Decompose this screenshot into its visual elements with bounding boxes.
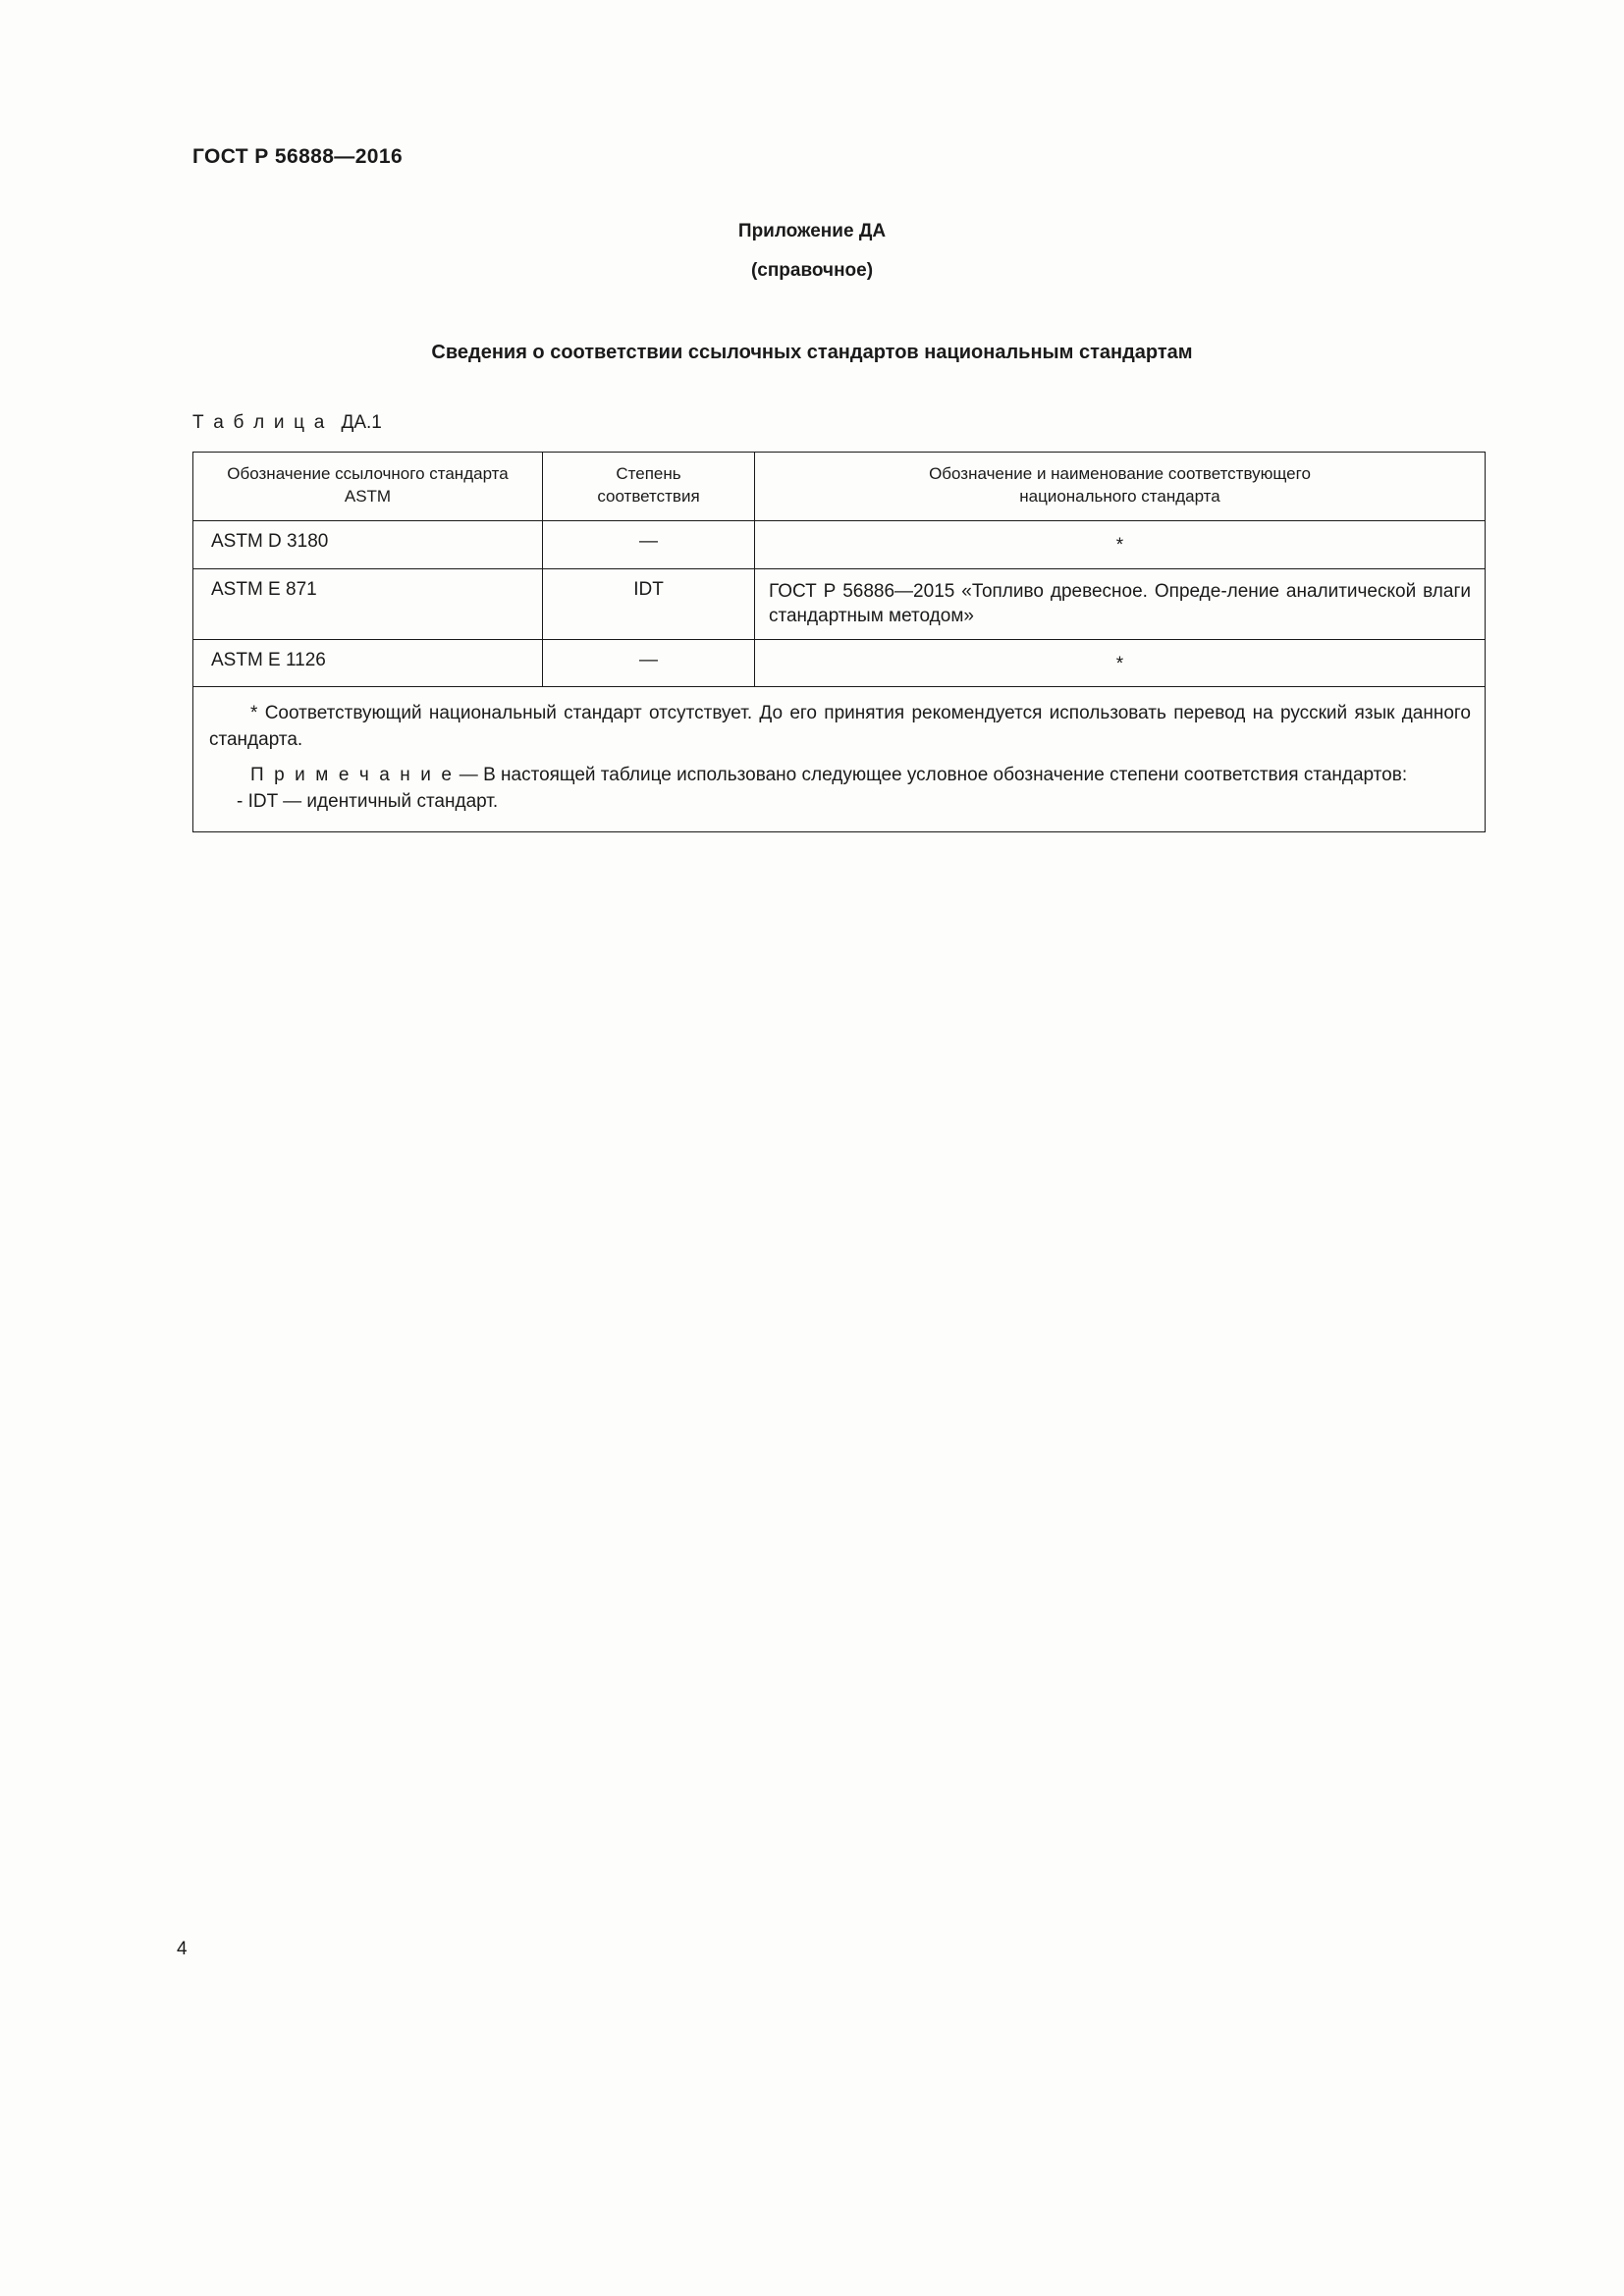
table-caption-label: Т а б л и ц а [192,412,327,433]
table-header-national [755,453,1486,521]
table-header-degree [543,453,755,521]
cell-degree: IDT [543,568,755,639]
cell-degree: — [543,520,755,568]
table-row [193,568,1486,639]
footnote-note [209,763,1471,789]
table-header-reference-line2: ASTM [344,486,392,506]
cell-reference: ASTM E 871 [193,568,543,639]
table-caption-number: ДА.1 [341,412,382,433]
footnote-note-text: — В настоящей таблице использовано следующее условное обозначение степени соответствия стандартов: [459,765,1408,786]
footnote-note-item: - IDT — идентичный стандарт. [237,791,499,813]
table-footnote-row [193,687,1486,832]
page-number: 4 [177,1939,188,1959]
appendix-title: Приложение ДА [737,221,887,241]
cell-reference: ASTM E 1126 [193,639,543,687]
table-caption [192,412,382,434]
table-footnote [193,687,1486,832]
footnote-star-text: * Соответствующий национальный стандарт отсутствует. До его принятия рекомендуется использовать перевод на русский язык данного стандарта. [209,703,1471,751]
table-header-degree-line1: Степень [616,464,681,483]
cell-national: ГОСТ Р 56886—2015 «Топливо древесное. Опреде-ление аналитической влаги стандартным методом» [755,568,1486,639]
table-row [193,639,1486,687]
table-header-reference [193,453,543,521]
standard-designation-header: ГОСТ Р 56888—2016 [192,145,404,168]
reference-standards-table [192,452,1486,832]
cell-national: * [755,520,1486,568]
table-header-row [193,453,1486,521]
table-header-national-line1: Обозначение и наименование соответствующего [929,464,1311,483]
table-row [193,520,1486,568]
table-header-reference-line1: Обозначение ссылочного стандарта [227,464,509,483]
footnote-note-label: П р и м е ч а н и е [250,765,455,786]
section-title: Сведения о соответствии ссылочных стандартов национальным стандартам [431,342,1193,363]
table-header-degree-line2: соответствия [597,486,700,506]
appendix-subtitle: (справочное) [750,260,874,281]
cell-degree: — [543,639,755,687]
cell-national: * [755,639,1486,687]
table-header-national-line2: национального стандарта [1019,486,1220,506]
cell-reference: ASTM D 3180 [193,520,543,568]
